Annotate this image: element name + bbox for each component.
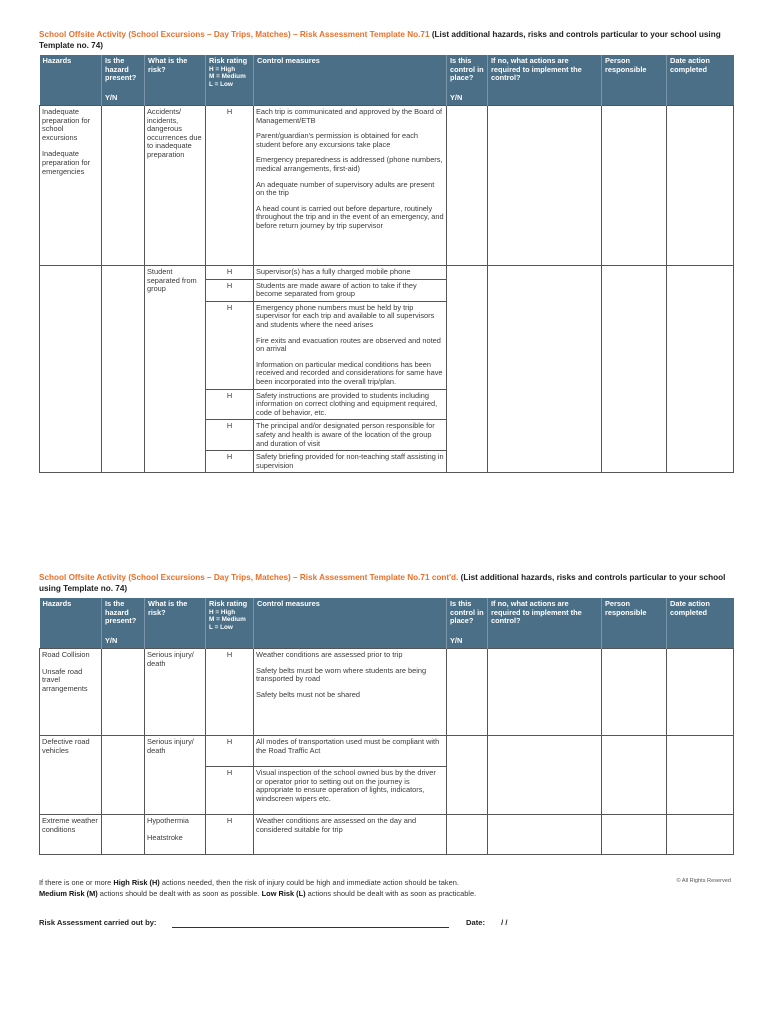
date-cell[interactable]: [667, 736, 734, 815]
risk-cell: Serious injury/ death: [145, 649, 206, 736]
date-field[interactable]: [466, 918, 507, 927]
hazard-cell: [40, 106, 102, 266]
risk-text: Heatstroke: [147, 832, 183, 842]
note-text: actions should be dealt with as soon as possible.: [99, 889, 260, 898]
control-text: Safety belts must not be shared: [256, 689, 360, 699]
risk-cell: [145, 815, 206, 855]
section1-title-main: School Offsite Activity (School Excursions – Day Trips, Matches) – Risk Assessment Template No.71: [39, 30, 430, 39]
header-rating-low: L = Low: [209, 80, 233, 88]
section2-title: [39, 572, 734, 594]
rating-cell: H: [206, 451, 254, 473]
actions-cell[interactable]: [488, 736, 602, 815]
date-cell[interactable]: [667, 649, 734, 736]
actions-cell[interactable]: [488, 106, 602, 266]
header-control: Control measures: [254, 598, 447, 649]
header-date: Date action completed: [667, 598, 734, 649]
control-cell: Supervisor(s) has a fully charged mobile phone: [254, 266, 447, 280]
low-risk-label: Low Risk (L): [261, 889, 306, 898]
header-rating-high: H = High: [209, 65, 236, 73]
control-cell: [254, 649, 447, 736]
hazard-cell: [40, 649, 102, 736]
hazard-text: Unsafe road travel arrangements: [42, 666, 88, 693]
control-text: Safety belts must be worn where students are being transported by road: [256, 665, 427, 684]
header-rating-medium: M = Medium: [209, 73, 246, 81]
person-cell[interactable]: [602, 266, 667, 473]
hazard-cell: Extreme weather conditions: [40, 815, 102, 855]
copyright-notice: © All Rights Reserved: [676, 878, 731, 884]
table1-header-row: [40, 55, 734, 106]
control-cell: Safety briefing provided for non-teaching staff assisting in supervision: [254, 451, 447, 473]
control-cell: Visual inspection of the school owned bus by the driver or operator prior to setting out on the journey is appropriate to ensure operation of lights, indicators, windscreen wipers etc.: [254, 767, 447, 815]
hazard-cell: Defective road vehicles: [40, 736, 102, 815]
present-cell[interactable]: [102, 106, 145, 266]
header-person: Person responsible: [602, 55, 667, 106]
hazard-cell: [40, 266, 102, 473]
hazard-text: Road Collision: [42, 650, 90, 659]
present-cell[interactable]: [102, 736, 145, 815]
in-place-cell[interactable]: [447, 815, 488, 855]
table-row: [40, 736, 734, 767]
control-cell: Students are made aware of action to take if they become separated from group: [254, 279, 447, 301]
rating-cell: H: [206, 736, 254, 767]
person-cell[interactable]: [602, 649, 667, 736]
header-present: [102, 55, 145, 106]
header-actions: If no, what actions are required to implement the control?: [488, 55, 602, 106]
header-risk: What is the risk?: [145, 598, 206, 649]
risk-cell: Serious injury/ death: [145, 736, 206, 815]
rating-cell: H: [206, 420, 254, 451]
header-present: [102, 598, 145, 649]
hazard-text: Inadequate preparation for school excursions: [42, 107, 91, 142]
control-text: Emergency phone numbers must be held by trip supervisor for each trip and available to all supervisors and students where the need arises: [256, 302, 435, 329]
header-present-label: Is the hazard present?: [105, 599, 137, 626]
header-present-label: Is the hazard present?: [105, 56, 137, 83]
in-place-cell[interactable]: [447, 736, 488, 815]
risk-note-line-1: [39, 878, 459, 888]
header-rating-label: Risk rating: [209, 56, 248, 65]
header-control: Control measures: [254, 55, 447, 106]
person-cell[interactable]: [602, 815, 667, 855]
date-cell[interactable]: [667, 266, 734, 473]
risk-table-2: [39, 598, 734, 855]
risk-note-line-2: [39, 889, 476, 899]
present-cell[interactable]: [102, 815, 145, 855]
table-row: [40, 815, 734, 855]
control-text: Fire exits and evacuation routes are observed and noted on arrival: [256, 335, 441, 354]
date-cell[interactable]: [667, 106, 734, 266]
section1-title-note: (List additional hazards, risks and controls particular to your school using Template no. 74): [39, 30, 721, 50]
risk-table-1: [39, 55, 734, 473]
header-rating: [206, 55, 254, 106]
header-hazards: Hazards: [40, 55, 102, 106]
note-text: actions needed, then the risk of injury could be high and immediate action should be taken.: [161, 878, 459, 887]
date-label: Date:: [466, 918, 485, 927]
person-cell[interactable]: [602, 736, 667, 815]
actions-cell[interactable]: [488, 266, 602, 473]
header-rating-medium: M = Medium: [209, 616, 246, 624]
actions-cell[interactable]: [488, 815, 602, 855]
header-in-place-yn: Y/N: [450, 93, 463, 103]
header-present-yn: Y/N: [105, 93, 118, 103]
high-risk-label: High Risk (H): [113, 878, 160, 887]
control-text: Weather conditions are assessed prior to trip: [256, 650, 403, 659]
signature-field[interactable]: [172, 927, 449, 928]
header-in-place: [447, 55, 488, 106]
section2-title-main: School Offsite Activity (School Excursions – Day Trips, Matches) – Risk Assessment Template No.71 cont'd.: [39, 573, 459, 582]
table-row: [40, 649, 734, 736]
in-place-cell[interactable]: [447, 106, 488, 266]
control-cell: [254, 301, 447, 389]
control-cell: All modes of transportation used must be compliant with the Road Traffic Act: [254, 736, 447, 767]
date-cell[interactable]: [667, 815, 734, 855]
header-date: Date action completed: [667, 55, 734, 106]
rating-cell: H: [206, 106, 254, 266]
control-cell: The principal and/or designated person responsible for safety and health is aware of the location of the group and duration of visit: [254, 420, 447, 451]
section1-title: [39, 29, 734, 51]
header-risk: What is the risk?: [145, 55, 206, 106]
control-cell: Weather conditions are assessed on the day and considered suitable for trip: [254, 815, 447, 855]
rating-cell: H: [206, 301, 254, 389]
rating-cell: H: [206, 649, 254, 736]
section2-title-note: (List additional hazards, risks and controls particular to your school using Template no. 74): [39, 573, 726, 593]
header-hazards: Hazards: [40, 598, 102, 649]
control-cell: Safety instructions are provided to students including information on correct clothing and equipment required, code of behavior, etc.: [254, 389, 447, 420]
header-person: Person responsible: [602, 598, 667, 649]
rating-cell: H: [206, 389, 254, 420]
header-rating-label: Risk rating: [209, 599, 248, 608]
present-cell[interactable]: [102, 649, 145, 736]
header-rating-high: H = High: [209, 608, 236, 616]
note-text: actions should be dealt with as soon as practicable.: [307, 889, 477, 898]
header-in-place-yn: Y/N: [450, 636, 463, 646]
header-present-yn: Y/N: [105, 636, 118, 646]
control-text: Parent/guardian's permission is obtained for each student before any excursions take place: [256, 131, 419, 149]
medium-risk-label: Medium Risk (M): [39, 889, 98, 898]
header-in-place: [447, 598, 488, 649]
control-text: An adequate number of supervisory adults are present on the trip: [256, 179, 435, 198]
date-slashes: / /: [501, 918, 508, 927]
rating-cell: H: [206, 767, 254, 815]
actions-cell[interactable]: [488, 649, 602, 736]
header-in-place-label: Is this control in place?: [450, 56, 484, 83]
in-place-cell[interactable]: [447, 649, 488, 736]
rating-cell: H: [206, 815, 254, 855]
header-rating: [206, 598, 254, 649]
present-cell[interactable]: [102, 266, 145, 473]
in-place-cell[interactable]: [447, 266, 488, 473]
rating-cell: H: [206, 266, 254, 280]
control-text: Information on particular medical conditions has been received and recorded and considerations for same have been incorporated into the overall trip/plan.: [256, 359, 443, 386]
signature-label: Risk Assessment carried out by:: [39, 918, 157, 927]
control-text: Emergency preparedness is addressed (phone numbers, medical arrangements, first-aid): [256, 155, 443, 173]
note-text: If there is one or more: [39, 878, 112, 887]
control-text: Each trip is communicated and approved by the Board of Management/ETB: [256, 107, 443, 125]
risk-cell: Accidents/ incidents, dangerous occurrences due to inadequate preparation: [145, 106, 206, 266]
risk-cell: Student separated from group: [145, 266, 206, 473]
person-cell[interactable]: [602, 106, 667, 266]
table-row: [40, 106, 734, 266]
control-cell: [254, 106, 447, 266]
control-text: A head count is carried out before departure, routinely throughout the trip and in the event of an emergency, and before return journey by trip supervisor: [256, 203, 444, 230]
table2-header-row: [40, 598, 734, 649]
table-row: [40, 266, 734, 280]
header-rating-low: L = Low: [209, 623, 233, 631]
hazard-text: Inadequate preparation for emergencies: [42, 149, 91, 176]
rating-cell: H: [206, 279, 254, 301]
header-in-place-label: Is this control in place?: [450, 599, 484, 626]
header-actions: If no, what actions are required to implement the control?: [488, 598, 602, 649]
risk-text: Hypothermia: [147, 816, 189, 825]
